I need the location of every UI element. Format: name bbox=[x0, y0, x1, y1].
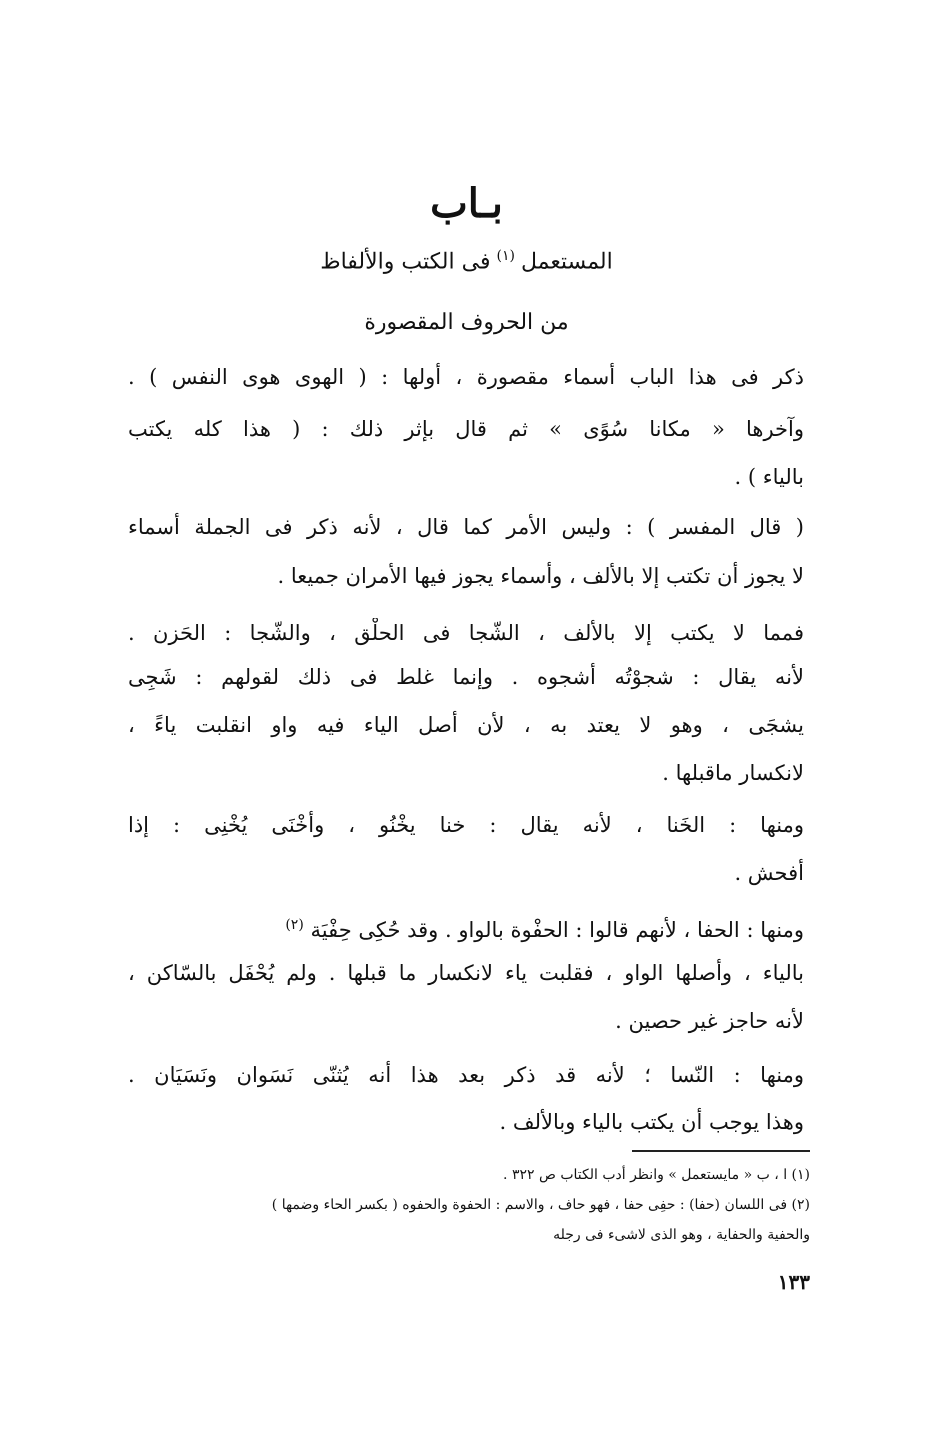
chapter-subtitle bbox=[0, 248, 933, 274]
body-line: ومنها : النّسا ؛ لأنه قد ذكر بعد هذا أنه يُثنّى نَسَوان ونَسَيَان . bbox=[128, 1063, 804, 1087]
body-line: فمما لا يكتب إلا بالألف ، الشّجا فى الحلْق ، والشّجا : الحَزن . bbox=[128, 621, 804, 645]
body-line: وآخرها « مكانا سُوًى » ثم قال بإثر ذلك : ( هذا كله يكتب bbox=[128, 417, 804, 441]
body-line: ذكر فى هذا الباب أسماء مقصورة ، أولها : ( الهوى هوى النفس ) . bbox=[128, 365, 804, 389]
subtitle-part2: فى الكتب والألفاظ bbox=[320, 249, 491, 275]
body-line: ( قال المفسر ) : وليس الأمر كما قال ، لأنه ذكر فى الجملة أسماء bbox=[128, 515, 804, 539]
body-line: يشجَى ، وهو لا يعتد به ، لأن أصل الياء فيه واو انقلبت ياءً ، bbox=[128, 713, 804, 737]
body-line: بالياء ) . bbox=[734, 465, 804, 489]
footnote: (٢) فى اللسان (حفا) : حفِى حفا ، فهو حاف ، والاسم : الحفوة والحفوه ( بكسر الحاء وضمها ) bbox=[271, 1197, 810, 1213]
body-line: لأنه حاجز غير حصين . bbox=[615, 1009, 804, 1033]
body-line: وهذا يوجب أن يكتب بالياء وبالألف . bbox=[499, 1110, 804, 1134]
footnote-divider bbox=[632, 1150, 810, 1152]
body-line-text: ومنها : الحفا ، لأنهم قالوا : الحفْوة بالواو . وقد حُكِى حِفْيَة bbox=[310, 918, 804, 942]
footnote-ref-1: (١) bbox=[496, 248, 515, 264]
subtitle-part1: المستعمل bbox=[520, 249, 613, 275]
body-line: لا يجوز أن تكتب إلا بالألف ، وأسماء يجوز فيها الأمران جميعا . bbox=[277, 564, 804, 588]
chapter-title: بـاب bbox=[430, 180, 503, 227]
body-line: بالياء ، وأصلها الواو ، فقلبت ياء لانكسار ما قبلها . ولم يُحْفَل بالسّاكن ، bbox=[128, 961, 804, 985]
page-number: ١٣٣ bbox=[777, 1270, 810, 1294]
footnote: والحفية والحفاية ، وهو الذى لاشىء فى رجله bbox=[553, 1227, 810, 1243]
body-line: ومنها : الخَنا ، لأنه يقال : خنا يخْنُو ، وأخْنَى يُخْنِى : إذا bbox=[128, 813, 804, 837]
body-line: أفحش . bbox=[734, 861, 804, 885]
body-line: لأنه يقال : شجوْتُه أشجوه . وإنما غلط فى ذلك لقولهم : شَجِى bbox=[128, 665, 804, 689]
body-line-with-note bbox=[128, 910, 804, 945]
footnote-ref-2: (٢) bbox=[285, 917, 304, 933]
footnote: (١) ا ، ب « مايستعمل » وانظر أدب الكتاب ص ٣٢٢ . bbox=[503, 1167, 810, 1183]
chapter-subtitle-2: من الحروف المقصورة bbox=[364, 310, 569, 335]
body-line: لانكسار ماقبلها . bbox=[662, 761, 804, 785]
